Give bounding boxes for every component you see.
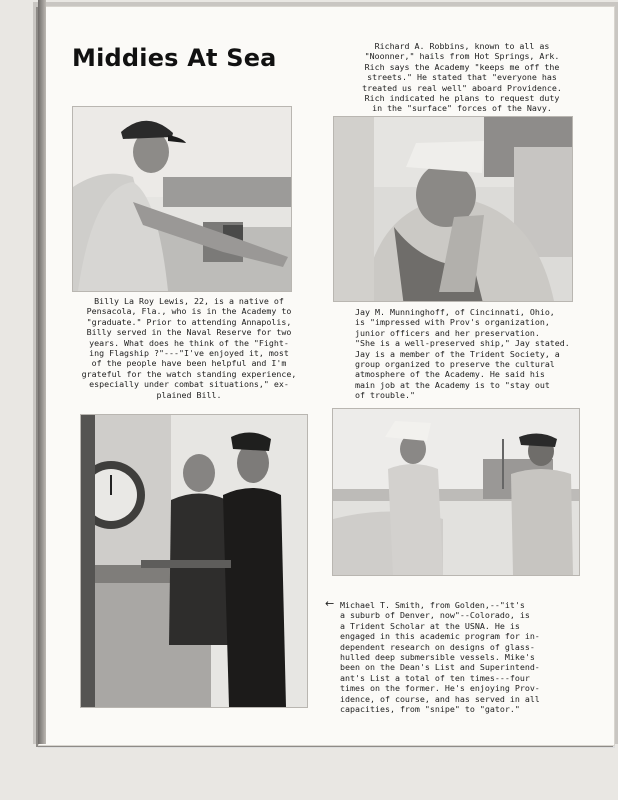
arrow-left-icon: ← [325,597,335,610]
caption-robbins: Richard A. Robbins, known to all as "Noonner," hails from Hot Springs, Ark. Rich says the Academy "keeps me off the streets." He stated that "everyone has treated us real well" aboard Providence. Rich indicated he plans to request duty in the "surface" forces of the Navy. [362,41,562,114]
photo-sailors-deck [332,408,580,576]
caption-smith: Michael T. Smith, from Golden,--"it's a suburb of Denver, now"--Colorado, is a Trident Scholar at the USNA. He is engaged in this academic program for in- dependent research on designs of glass- hulled deep submersible vessels. Mike's been on the Dean's List and Superintend- ant's List a total of ten times---four times on the former. He's enjoying Prov- idence, of course, and has served in all capacities, from "snipe" to "gator." [340,600,540,715]
caption-lewis: Billy La Roy Lewis, 22, is a native of Pensacola, Fla., who is in the Academy to "graduate." Prior to attending Annapolis, Billy served in the Naval Reserve for two years. What does he think of the "Fight- ing Flagship ?"---"I've enjoyed it, most of the people have been helpful and I'm grateful for the watch standing experience, especially under combat situations," ex- plained Bill. [81,296,297,400]
photo-midshipman-drinking [333,116,573,302]
photo-officers-compass [80,414,308,708]
page-title: Middies At Sea [72,44,277,72]
photo-midshipman-cap [72,106,292,292]
caption-munninghoff: Jay M. Munninghoff, of Cincinnati, Ohio, is "impressed with Prov's organization, junior officers and her preservation. "She is a well-preserved ship," Jay stated. Jay is a member of the Trident Society, a group organized to preserve the cultural atmosphere of the Academy. He said his main job at the Academy is to "stay out of trouble." [355,307,570,401]
page-binding-edge [38,0,46,744]
